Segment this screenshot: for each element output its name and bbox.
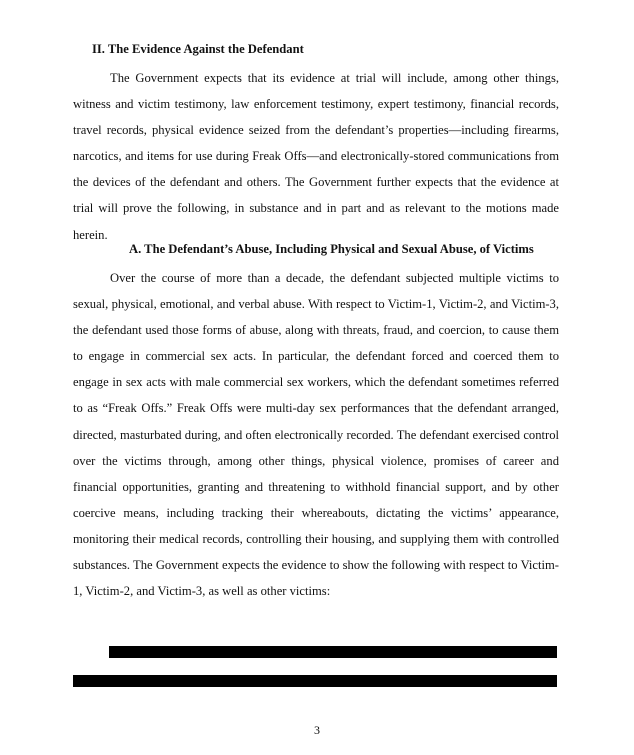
redaction-bar-2 [73, 675, 557, 687]
evidence-paragraph: The Government expects that its evidence at trial will include, among other things, witness and victim testimony, law enforcement testimony, expert testimony, financial records, travel records, physical evidence seized from the defendant’s properties—including firearms, narcotics, and items for use during Freak Offs—and electronically-stored communications from the devices of the defendant and others. The Government further expects that the evidence at trial will prove the following, in substance and in part and as relevant to the motions made herein. [73, 71, 559, 242]
section-heading: II. The Evidence Against the Defendant [92, 42, 304, 56]
abuse-paragraph: Over the course of more than a decade, the defendant subjected multiple victims to sexual, physical, emotional, and verbal abuse. With respect to Victim-1, Victim-2, and Victim-3, the defendant used those forms of abuse, along with threats, fraud, and coercion, to cause them to engage in commercial sex acts. In particular, the defendant forced and coerced them to engage in sex acts with male commercial sex workers, which the defendant sometimes referred to as “Freak Offs.” Freak Offs were multi-day sex performances that the defendant arranged, directed, masturbated during, and often electronically recorded. The defendant exercised control over the victims through, among other things, physical violence, promises of career and financial opportunities, granting and threatening to withhold financial support, and by other coercive means, including tracking their whereabouts, dictating the victims’ appearance, monitoring their medical records, controlling their housing, and supplying them with controlled substances. The Government expects the evidence to show the following with respect to Victim-1, Victim-2, and Victim-3, as well as other victims: [73, 271, 559, 599]
page-number: 3 [314, 723, 320, 737]
redaction-bar-1 [109, 646, 557, 658]
subsection-heading: A. The Defendant’s Abuse, Including Physical and Sexual Abuse, of Victims [129, 242, 534, 256]
